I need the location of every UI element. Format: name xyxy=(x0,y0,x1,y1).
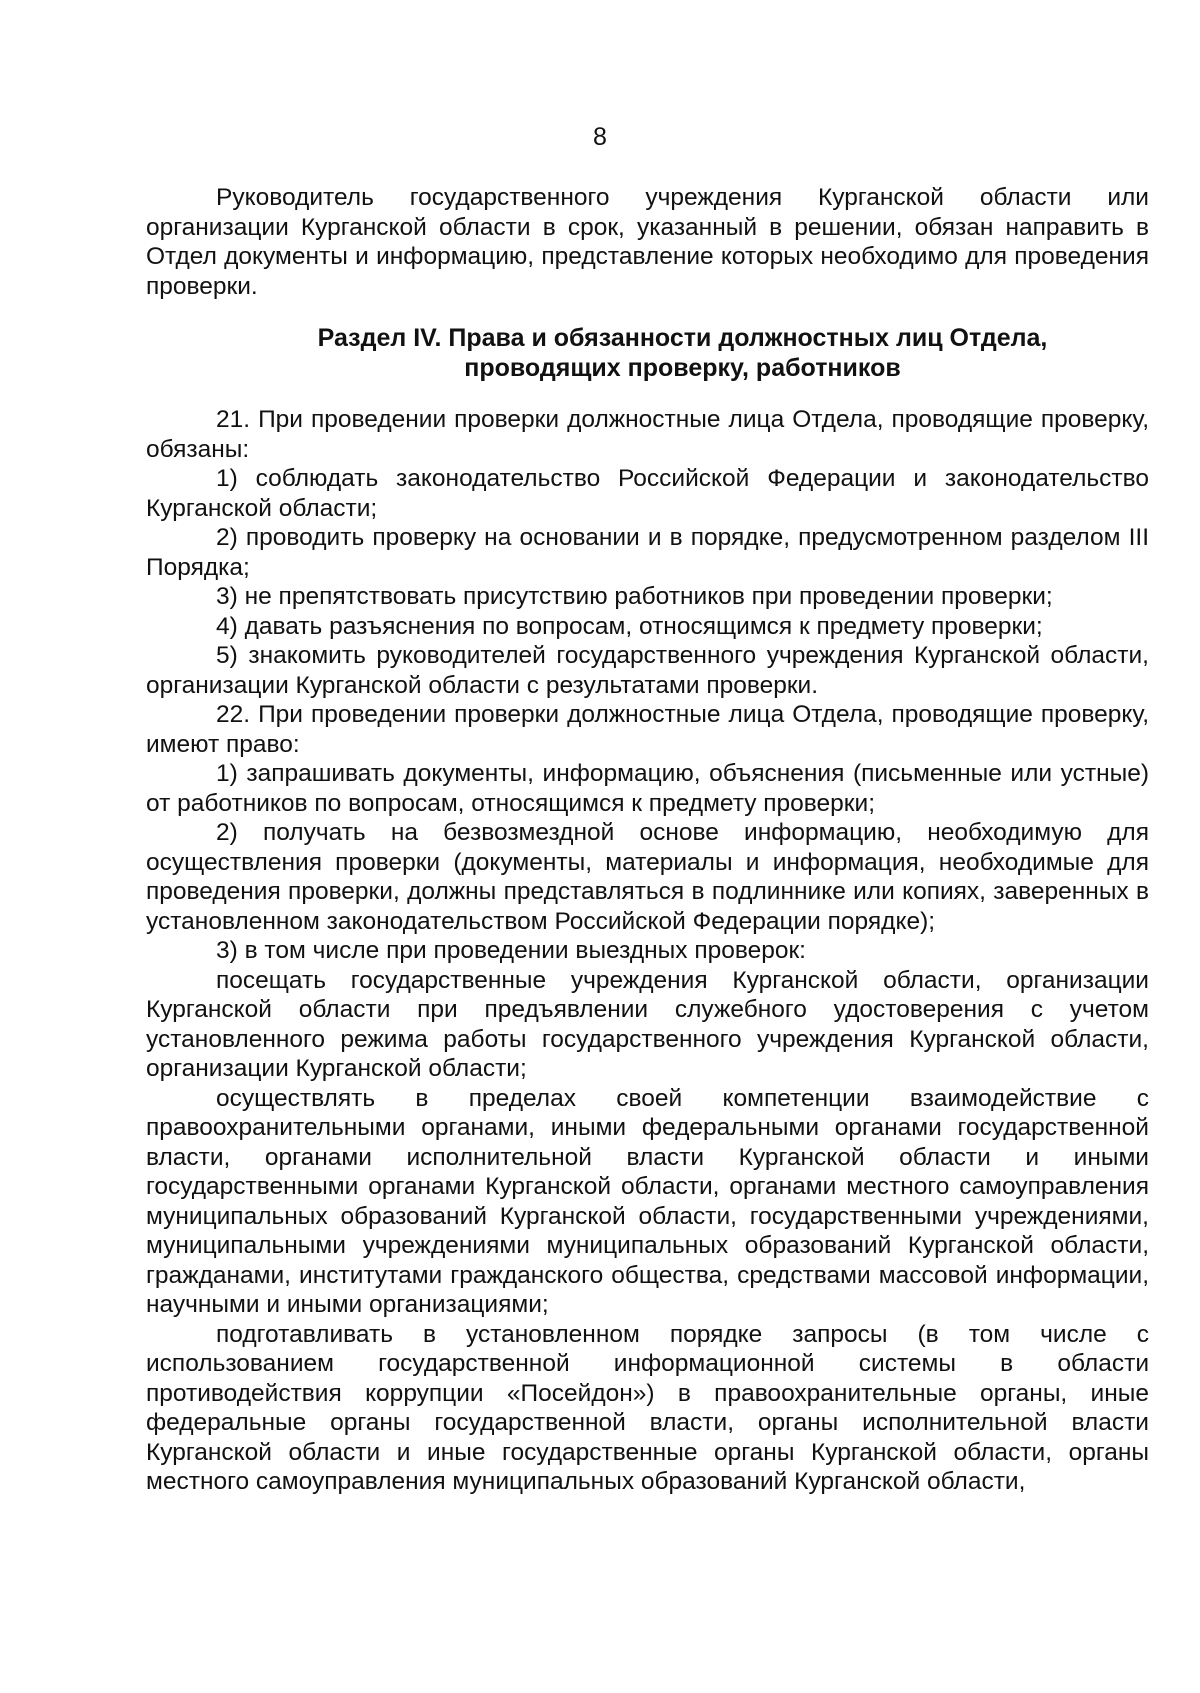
paragraph-21: 21. При проведении проверки должностные лица Отдела, проводящие проверку, обязаны: xyxy=(146,406,1149,463)
paragraph-22-item-3-visit: посещать государственные учреждения Курганской области, организации Курганской области при предъявлении служебного удостоверения с учетом установленного режима работы государственного учреждения Курганской области, организации Курганской области; xyxy=(146,966,1149,1082)
section-heading xyxy=(146,323,1149,383)
section-heading-line-1: Раздел IV. Права и обязанности должностных лиц Отдела, xyxy=(317,324,1048,352)
page-number: 8 xyxy=(593,123,607,151)
paragraph-21-item-2: 2) проводить проверку на основании и в порядке, предусмотренном разделом III Порядка; xyxy=(146,524,1149,581)
paragraph-22-item-1: 1) запрашивать документы, информацию, объяснения (письменные или устные) от работников по вопросам, относящимся к предмету проверки; xyxy=(146,760,1149,817)
paragraph-21-item-1: 1) соблюдать законодательство Российской Федерации и законодательство Курганской области; xyxy=(146,465,1149,522)
document-body xyxy=(146,183,1149,1497)
paragraph-21-item-5: 5) знакомить руководителей государственного учреждения Курганской области, организации Курганской области с результатами проверки. xyxy=(146,642,1149,699)
paragraph-22-item-2: 2) получать на безвозмездной основе информацию, необходимую для осуществления проверки (документы, материалы и информация, необходимые для проведения проверки, должны представляться в подлиннике или копиях, заверенных в установленном законодательством Российской Федерации порядке); xyxy=(146,819,1149,935)
section-heading-line-2: проводящих проверку, работников xyxy=(464,354,901,382)
paragraph-21-item-4: 4) давать разъяснения по вопросам, относящимся к предмету проверки; xyxy=(216,612,1043,640)
paragraph-22-item-3-interaction: осуществлять в пределах своей компетенции взаимодействие с правоохранительными органами, иными федеральными органами государственной власти, органами исполнительной власти Курганской области и иными государственными органами Курганской области, органами местного самоуправления муниципальных образований Курганской области, государственными учреждениями, муниципальными учреждениями муниципальных образований Курганской области, гражданами, институтами гражданского общества, средствами массовой информации, научными и иными организациями; xyxy=(146,1084,1149,1318)
paragraph-22-item-3: 3) в том числе при проведении выездных проверок: xyxy=(216,937,806,964)
paragraph-21-item-3: 3) не препятствовать присутствию работников при проведении проверки; xyxy=(216,583,1053,610)
paragraph-22-item-3-requests: подготавливать в установленном порядке запросы (в том числе с использованием государственной информационной системы в области противодействия коррупции «Посейдон») в правоохранительные органы, иные федеральные органы государственной власти, органы исполнительной власти Курганской области и иные государственные органы Курганской области, органы местного самоуправления муниципальных образований Курганской области, xyxy=(146,1320,1149,1495)
paragraph-intro: Руководитель государственного учреждения Курганской области или организации Курганской области в срок, указанный в решении, обязан направить в Отдел документы и информацию, представление которых необходимо для проведения проверки. xyxy=(146,184,1149,300)
paragraph-22: 22. При проведении проверки должностные лица Отдела, проводящие проверку, имеют право: xyxy=(146,701,1149,758)
